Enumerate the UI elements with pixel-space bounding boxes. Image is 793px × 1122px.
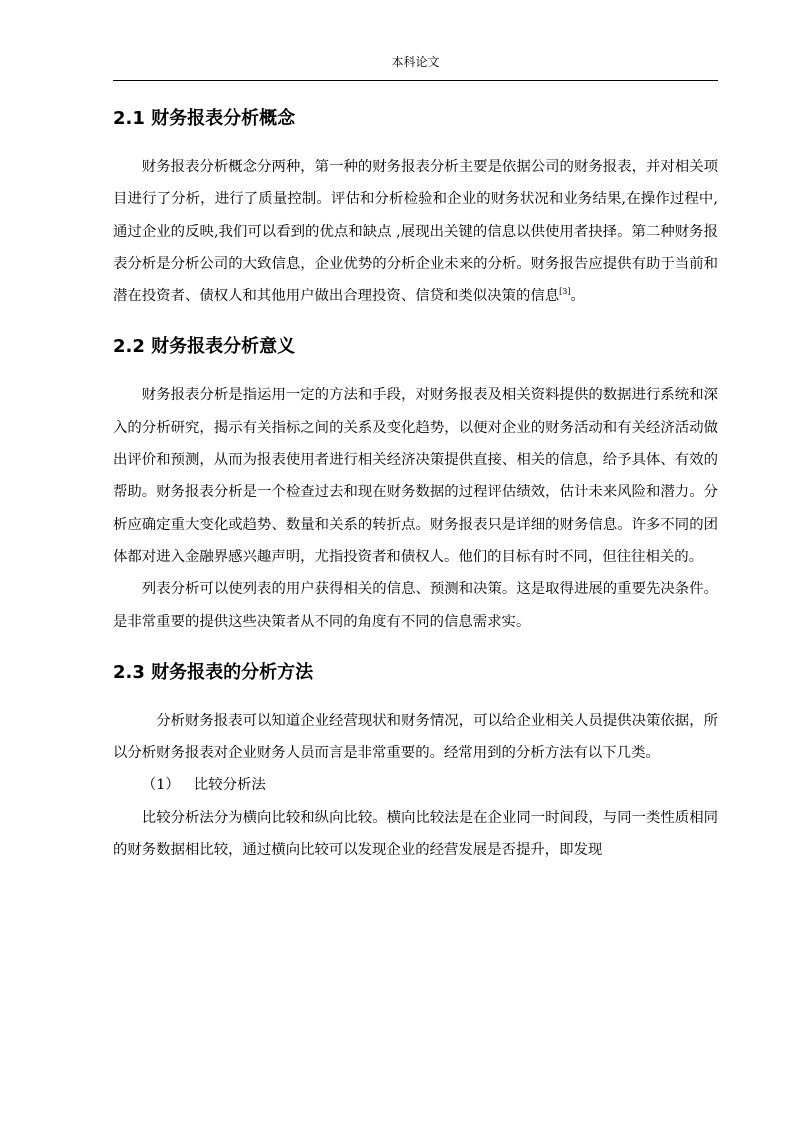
paragraph-tail: 。 (570, 288, 585, 305)
document-body (113, 100, 718, 866)
section-heading: 2.3 财务报表的分析方法 (113, 661, 314, 683)
section-heading: 2.2 财务报表分析意义 (113, 336, 296, 358)
section-2-3 (113, 658, 718, 866)
paragraph-text: 财务报表分析概念分两种，第一种的财务报表分析主要是依据公司的财务报表，并对相关项目进行了分析，进行了质量控制。评估和分析检验和企业的财务状况和业务结果,在操作过程中,通过企业的反映,我们可以看到的优点和缺点 ,展现出关键的信息以供使用者抉择。第二种财务报表分析是分析公司的大致信息，企业优势的分析企业未来的分析。财务报告应提供有助于当前和潜在投资者、债权人和其他用户做出合理投资、信贷和类似决策的信息 (113, 159, 718, 305)
paragraph: 列表分析可以使列表的用户获得相关的信息、预测和决策。这是取得进展的重要先决条件。是非常重要的提供这些决策者从不同的角度有不同的信息需求实。 (113, 581, 718, 630)
paragraph: 比较分析法分为横向比较和纵向比较。横向比较法是在企业同一时间段，与同一类性质相同的财务数据相比较，通过横向比较可以发现企业的经营发展是否提升，即发现 (113, 809, 718, 859)
list-item (113, 769, 718, 801)
header-divider (113, 80, 718, 81)
section-heading: 2.1 财务报表分析概念 (113, 108, 296, 129)
paragraph (113, 151, 718, 312)
paragraph: 财务报表分析是指运用一定的方法和手段，对财务报表及相关资料提供的数据进行系统和深入的分析研究，揭示有关指标之间的关系及变化趋势，以便对企业的财务活动和有关经济活动做出评价和预测，从而为报表使用者进行相关经济决策提供直接、相关的信息，给予具体、有效的帮助。财务报表分析是一个检查过去和现在财务数据的过程评估绩效，估计未来风险和潜力。分析应确定重大变化或趋势、数量和关系的转折点。财务报表只是详细的财务信息。许多不同的团体都对进入金融界感兴趣声明，尤指投资者和债权人。他们的目标有时不同，但往往相关的。 (113, 387, 718, 565)
section-2-1 (113, 104, 718, 312)
header-title: 本科论文 (391, 55, 440, 69)
paragraph: 分析财务报表可以知道企业经营现状和财务情况，可以给企业相关人员提供决策依据，所以分析财务报表对企业财务人员而言是非常重要的。经常用到的分析方法有以下几类。 (113, 712, 718, 762)
page-header (113, 54, 718, 70)
list-number: （1） (141, 777, 180, 794)
section-2-2 (113, 332, 718, 637)
citation-marker: [3] (559, 287, 571, 297)
list-label: 比较分析法 (193, 777, 266, 794)
